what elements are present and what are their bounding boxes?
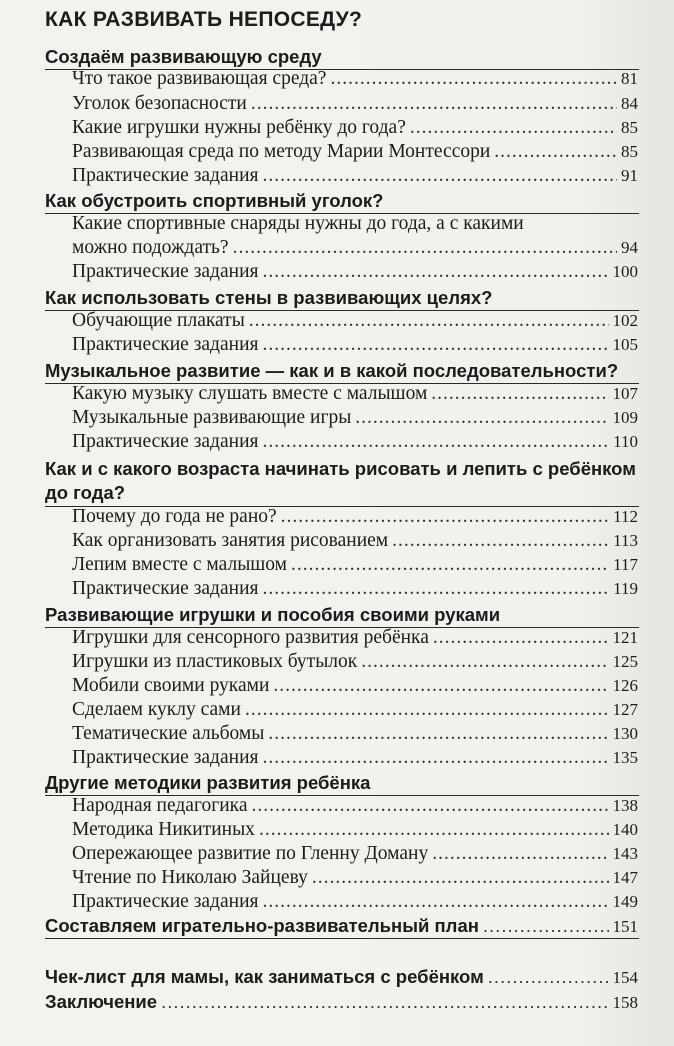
entry-title: Заключение xyxy=(45,991,158,1012)
page-number: 102 xyxy=(612,311,638,330)
entry-title: Практические задания xyxy=(72,891,259,912)
entry-title: Чтение по Николаю Зайцеву xyxy=(72,867,308,888)
dot-leader xyxy=(161,989,608,1015)
page-number: 119 xyxy=(613,579,638,598)
page-number: 112 xyxy=(613,507,638,526)
entry-title: Практические задания xyxy=(72,261,259,282)
entry-title: Какие игрушки нужны ребёнку до года? xyxy=(72,117,406,138)
dot-leader xyxy=(262,429,609,455)
entry-title: Сделаем куклу сами xyxy=(72,699,241,720)
dot-leader xyxy=(249,308,609,334)
page-number: 94 xyxy=(621,238,638,257)
entry-title: Составляем игрательно-развивательный план xyxy=(45,915,479,936)
page-number: 151 xyxy=(612,917,638,936)
entry-title: Музыкальные развивающие игры xyxy=(72,407,352,428)
entry-title: Тематические альбомы xyxy=(72,723,265,744)
page-number: 140 xyxy=(612,820,638,839)
page-number: 126 xyxy=(612,676,638,695)
entry-title: Какую музыку слушать вместе с малышом xyxy=(72,383,428,404)
section-title: Как обустроить спортивный уголок? xyxy=(45,190,384,211)
page-number: 138 xyxy=(612,796,638,815)
toc-entry xyxy=(72,163,638,189)
dot-leader xyxy=(262,576,609,602)
dot-leader xyxy=(494,139,617,165)
entry-title: Как организовать занятия рисованием xyxy=(72,530,389,551)
dot-leader xyxy=(432,841,608,867)
dot-leader xyxy=(330,66,617,92)
entry-title-line: Какие спортивные снаряды нужны до года, а с какими xyxy=(72,213,524,234)
dot-leader xyxy=(251,91,617,117)
toc-entry xyxy=(72,576,638,602)
dot-leader xyxy=(392,528,609,554)
section-title: Как использовать стены в развивающих целях? xyxy=(45,287,493,308)
section-title: Музыкальное развитие — как и в какой последовательности? xyxy=(45,360,619,381)
page-number: 143 xyxy=(612,844,638,863)
toc-entry xyxy=(72,697,638,723)
entry-title: Развивающая среда по методу Марии Монтессори xyxy=(72,141,491,162)
entry-title: Чек-лист для мамы, как заниматься с ребёнком xyxy=(45,966,484,987)
dot-leader xyxy=(488,964,609,990)
entry-title: Мобили своими руками xyxy=(72,675,270,696)
dot-leader xyxy=(245,697,609,723)
dot-leader xyxy=(262,332,608,358)
entry-title: Практические задания xyxy=(72,578,259,599)
page-number: 100 xyxy=(612,262,638,281)
toc-entry xyxy=(72,115,638,141)
toc-entry xyxy=(72,139,638,165)
page-number: 84 xyxy=(621,94,638,113)
section-title-continued: до года? xyxy=(45,482,126,503)
entry-title: можно подождать? xyxy=(72,237,229,258)
toc-entry xyxy=(72,889,638,915)
toc-entry xyxy=(72,721,638,747)
toc-entry xyxy=(72,504,638,530)
dot-leader xyxy=(262,163,617,189)
entry-title: Народная педагогика xyxy=(72,795,248,816)
toc-entry xyxy=(72,625,638,651)
entry-title: Обучающие плакаты xyxy=(72,310,245,331)
page-number: 107 xyxy=(612,384,638,403)
dot-leader xyxy=(273,673,608,699)
toc-entry xyxy=(72,259,638,285)
section-rule xyxy=(45,938,639,939)
entry-title: Практические задания xyxy=(72,165,259,186)
entry-title: Практические задания xyxy=(72,431,259,452)
page-number: 109 xyxy=(612,408,638,427)
toc-entry xyxy=(72,745,638,771)
entry-title: Игрушки для сенсорного развития ребёнка xyxy=(72,627,429,648)
dot-leader xyxy=(233,235,617,261)
toc-entry-main xyxy=(45,913,638,940)
page-number: 127 xyxy=(612,700,638,719)
entry-title: Практические задания xyxy=(72,334,259,355)
toc-entry xyxy=(72,405,638,431)
dot-leader xyxy=(259,817,609,843)
toc-entry xyxy=(72,817,638,843)
dot-leader xyxy=(433,625,609,651)
dot-leader xyxy=(281,504,609,530)
page-number: 121 xyxy=(612,628,638,647)
toc-entry xyxy=(72,865,638,891)
page-number: 125 xyxy=(612,652,638,671)
page-number: 135 xyxy=(612,748,638,767)
dot-leader xyxy=(262,889,608,915)
entry-title: Почему до года не рано? xyxy=(72,506,277,527)
toc-entry xyxy=(72,841,638,867)
section-title: Другие методики развития ребёнка xyxy=(45,772,371,793)
toc-entry xyxy=(72,235,638,261)
page-number: 154 xyxy=(612,968,638,987)
toc-entry xyxy=(72,66,638,92)
entry-title: Игрушки из пластиковых бутылок xyxy=(72,651,358,672)
dot-leader xyxy=(410,115,617,141)
entry-title: Что такое развивающая среда? xyxy=(72,68,327,89)
page-number: 85 xyxy=(621,118,638,137)
toc-entry xyxy=(72,528,638,554)
page-number: 105 xyxy=(612,335,638,354)
dot-leader xyxy=(355,405,608,431)
toc-entry xyxy=(72,552,638,578)
entry-title: Опережающее развитие по Гленну Доману xyxy=(72,843,429,864)
entry-title: Лепим вместе с малышом xyxy=(72,554,288,575)
entry-title: Методика Никитиных xyxy=(72,819,255,840)
dot-leader xyxy=(262,745,608,771)
page-number: 158 xyxy=(612,993,638,1012)
page-number: 81 xyxy=(621,69,638,88)
page-number: 149 xyxy=(612,892,638,911)
dot-leader xyxy=(251,793,608,819)
page-number: 147 xyxy=(612,868,638,887)
section-title: Развивающие игрушки и пособия своими руками xyxy=(45,604,501,625)
page-number: 117 xyxy=(613,555,638,574)
toc-entry-main xyxy=(45,989,638,1016)
toc-entry-main xyxy=(45,964,638,991)
dot-leader xyxy=(312,865,609,891)
toc-entry xyxy=(72,332,638,358)
entry-title: Уголок безопасности xyxy=(72,93,247,114)
dot-leader xyxy=(431,381,608,407)
toc-entry xyxy=(72,673,638,699)
toc-entry xyxy=(72,308,638,334)
dot-leader xyxy=(268,721,608,747)
dot-leader xyxy=(291,552,609,578)
toc-entry xyxy=(72,649,638,675)
toc-entry xyxy=(72,429,638,455)
page-number: 110 xyxy=(613,432,638,451)
dot-leader xyxy=(262,259,608,285)
section-title: Создаём развивающую среду xyxy=(45,46,322,67)
page-number: 91 xyxy=(621,166,638,185)
page-number: 85 xyxy=(621,142,638,161)
dot-leader xyxy=(361,649,608,675)
toc-entry xyxy=(72,793,638,819)
page-number: 113 xyxy=(613,531,638,550)
toc-entry xyxy=(72,91,638,117)
chapter-heading: КАК РАЗВИВАТЬ НЕПОСЕДУ? xyxy=(45,8,363,31)
entry-title: Практические задания xyxy=(72,747,259,768)
page-number: 130 xyxy=(612,724,638,743)
toc-entry xyxy=(72,381,638,407)
dot-leader xyxy=(483,913,609,939)
section-title: Как и с какого возраста начинать рисовать и лепить с ребёнком xyxy=(45,458,636,479)
